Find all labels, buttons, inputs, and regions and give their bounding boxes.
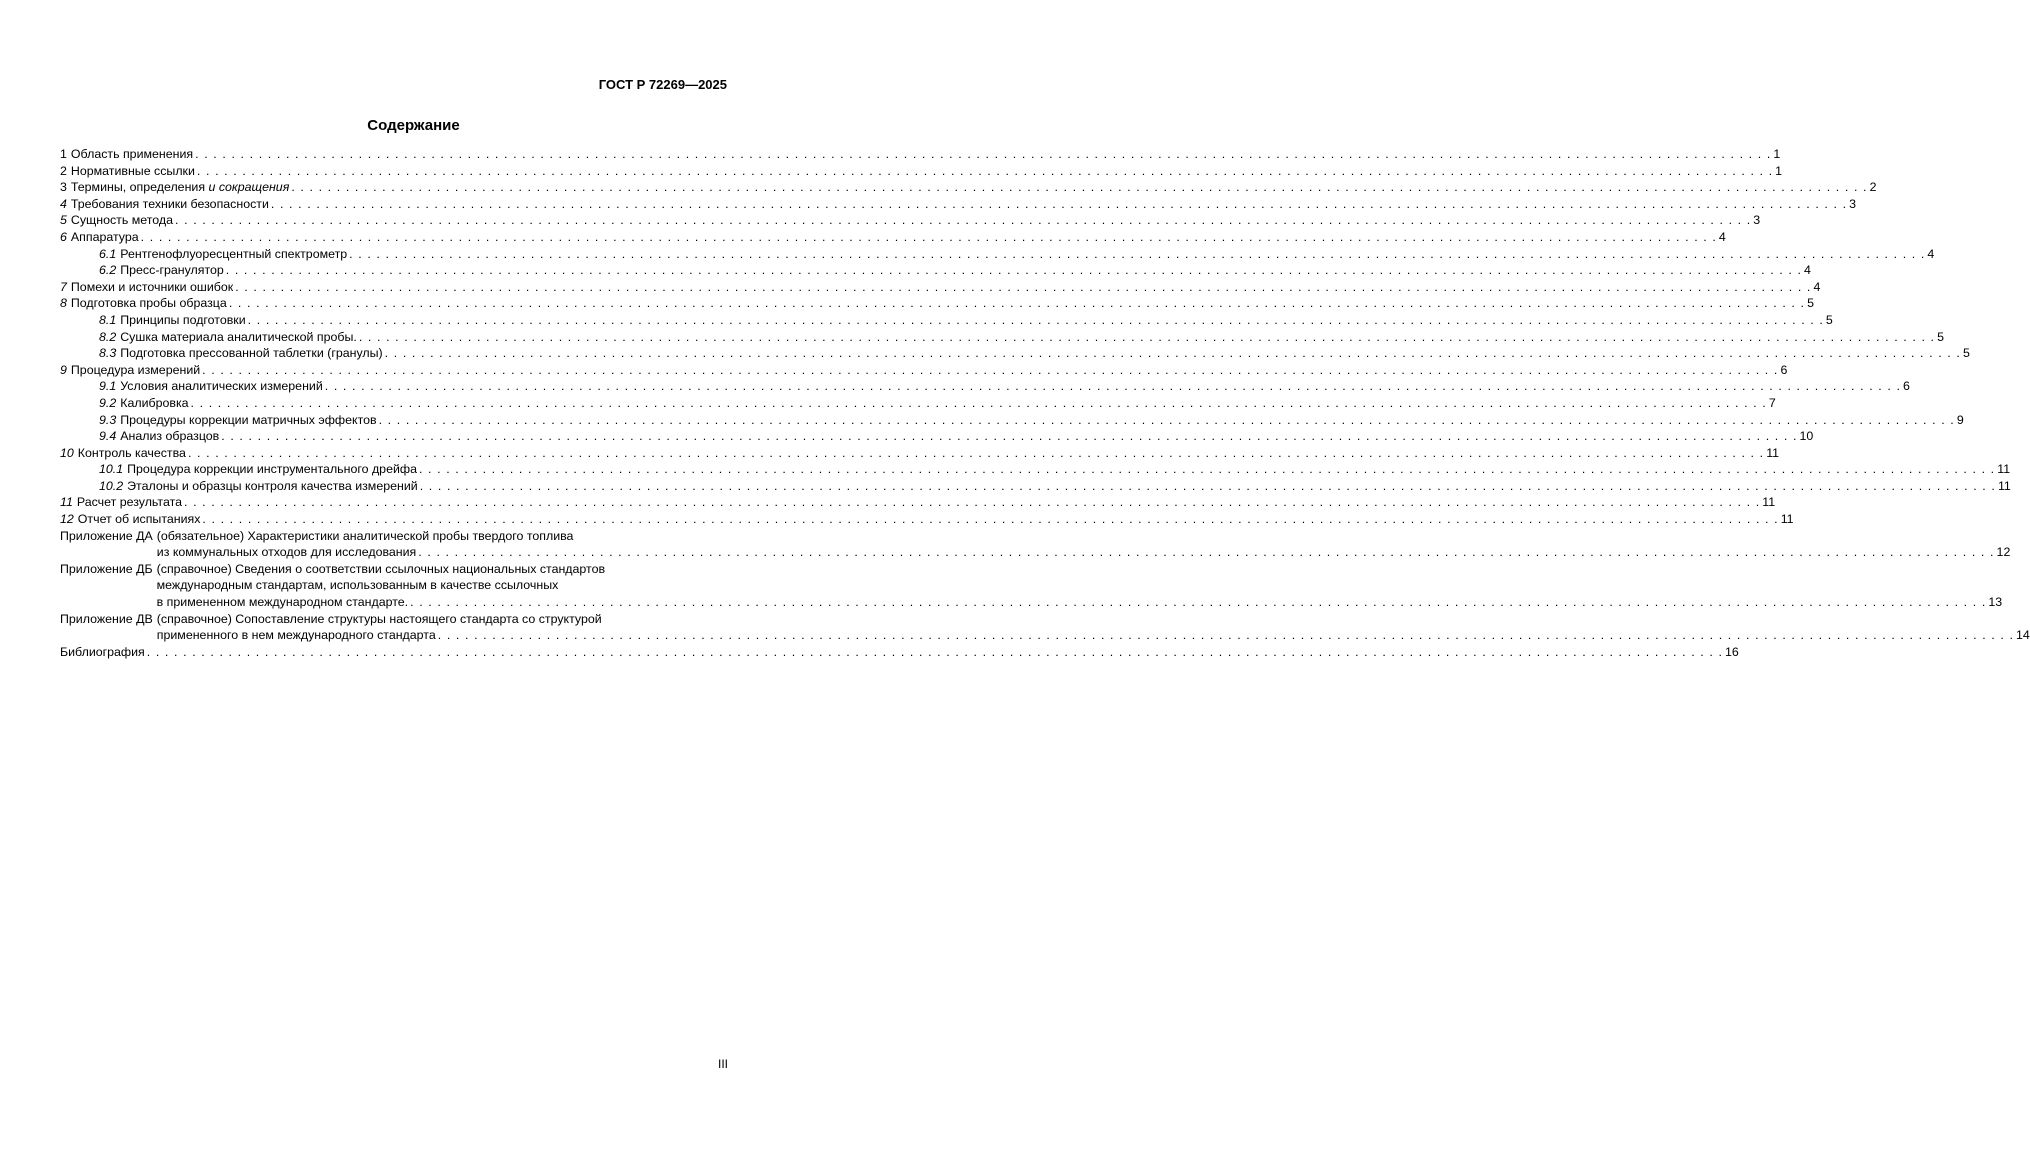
toc-entry[interactable]	[60, 279, 1821, 296]
toc-entry[interactable]	[60, 146, 1781, 163]
toc-entry-page: 1	[1775, 163, 1783, 178]
toc-leader-dots	[141, 229, 1717, 246]
toc-leader-dots	[229, 295, 1805, 312]
toc-entry-page: 5	[1937, 329, 1945, 344]
toc-entry[interactable]	[60, 229, 1726, 246]
toc-appendix-entry[interactable]	[60, 561, 2003, 611]
toc-entry-page: 6	[1903, 379, 1910, 394]
toc-subentry[interactable]	[60, 246, 1935, 263]
toc-bibliography-entry[interactable]	[60, 644, 1739, 661]
toc-entry-page: 13	[1988, 595, 2003, 610]
toc-entry-title: Принципы подготовки	[120, 312, 246, 327]
toc-entry-page: 10	[1799, 429, 1814, 444]
toc-entry-page: 2	[1869, 180, 1877, 195]
toc-entry-title: Условия аналитических измерений	[120, 379, 323, 394]
toc-entry[interactable]	[60, 212, 1761, 229]
toc-entry-number: 8	[60, 296, 67, 311]
toc-entry-title: Пресс-гранулятор	[120, 263, 224, 278]
toc-appendix-entry[interactable]	[60, 528, 2011, 561]
toc-entry-number: 1	[60, 147, 67, 161]
toc-leader-dots	[385, 345, 1961, 362]
toc-entry-page: 11	[1780, 512, 1794, 527]
appendix-label: Приложение ДВ	[60, 611, 153, 626]
toc-leader-dots	[420, 478, 1996, 495]
toc-entry-number: 10.1	[99, 462, 124, 477]
toc-entry-number: 5	[60, 213, 67, 228]
toc-entry[interactable]	[60, 179, 1877, 196]
toc-leader-dots	[226, 262, 1802, 279]
toc-leader-dots	[359, 329, 1935, 346]
appendix-title-line: (справочное) Сведения о соответствии ссылочных национальных стандартов	[156, 561, 606, 576]
toc-leader-dots	[248, 312, 1824, 329]
toc-entry-title: Библиография	[60, 644, 145, 659]
toc-subentry[interactable]	[60, 478, 2011, 495]
toc-entry-number: 11	[60, 495, 73, 510]
toc-leader-dots	[202, 362, 1778, 379]
toc-leader-dots	[202, 511, 1778, 528]
toc-subentry[interactable]	[60, 262, 1811, 279]
toc-entry-page: 11	[1997, 462, 2011, 477]
table-of-contents	[60, 146, 2030, 660]
toc-entry-title: Контроль качества	[77, 445, 186, 460]
toc-entry-page: 12	[1996, 545, 2011, 560]
toc-entry-title: Эталоны и образцы контроля качества измерений	[127, 478, 418, 493]
toc-entry-page: 11	[1997, 478, 2011, 493]
toc-entry-title-italic: и сокращения	[208, 180, 290, 195]
toc-entry-title: Аппаратура	[70, 229, 139, 244]
toc-entry-page: 3	[1849, 196, 1857, 211]
toc-entry[interactable]	[60, 163, 1783, 180]
toc-subentry[interactable]	[60, 395, 1776, 412]
toc-entry-page: 14	[2016, 628, 2030, 643]
toc-leader-dots	[184, 494, 1760, 511]
toc-entry-page: 5	[1962, 346, 1970, 361]
toc-leader-dots	[291, 179, 1867, 196]
toc-entry-page: 4	[1927, 246, 1935, 261]
toc-entry-page: 5	[1807, 296, 1814, 311]
toc-title: Содержание	[367, 117, 460, 134]
toc-entry-number: 8.3	[99, 346, 117, 361]
toc-leader-dots	[410, 594, 1986, 611]
toc-entry-number: 10.2	[99, 478, 124, 493]
appendix-title-line: в примененном международном стандарте.	[156, 595, 409, 610]
toc-leader-dots	[271, 196, 1847, 213]
toc-subentry[interactable]	[60, 412, 1964, 429]
toc-entry-page: 4	[1718, 229, 1726, 244]
toc-entry-number: 3	[60, 180, 67, 195]
appendix-label: Приложение ДБ	[60, 561, 153, 576]
toc-subentry[interactable]	[60, 329, 1945, 346]
toc-entry-title: Процедура коррекции инструментального дрейфа	[127, 462, 417, 477]
toc-subentry[interactable]	[60, 461, 2011, 478]
toc-entry-number: 9	[60, 362, 67, 377]
toc-entry-title: Помехи и источники ошибок	[70, 279, 234, 294]
toc-entry-page: 11	[1766, 445, 1780, 460]
toc-appendix-entry[interactable]	[60, 611, 2030, 644]
toc-entry-number: 2	[60, 163, 67, 178]
toc-entry-title: Рентгенофлуоресцентный спектрометр	[120, 246, 348, 261]
toc-leader-dots	[349, 246, 1925, 263]
toc-entry-number: 8.2	[99, 329, 117, 344]
toc-entry[interactable]	[60, 295, 1814, 312]
toc-entry-title: Нормативные ссылки	[70, 163, 195, 178]
toc-subentry[interactable]	[60, 428, 1814, 445]
toc-entry-number: 10	[60, 445, 74, 460]
toc-leader-dots	[147, 644, 1723, 661]
toc-entry-title: Подготовка пробы образца	[70, 296, 227, 311]
toc-entry-number: 6.1	[99, 246, 117, 261]
toc-entry[interactable]	[60, 362, 1788, 379]
toc-entry-number: 6	[60, 229, 67, 244]
toc-entry-page: 6	[1780, 362, 1788, 377]
appendix-title-line: примененного в нем международного стандарта	[156, 628, 436, 643]
toc-entry-title: Процедура измерений	[70, 362, 201, 377]
toc-entry-page: 4	[1813, 279, 1821, 294]
toc-entry-number: 4	[60, 196, 67, 211]
toc-leader-dots	[221, 428, 1797, 445]
toc-entry-title: Сушка материала аналитической пробы.	[120, 329, 357, 344]
toc-entry-title: Термины, определения	[70, 180, 209, 195]
toc-entry-title: Область применения	[70, 147, 194, 161]
toc-entry-title: Анализ образцов	[120, 429, 220, 444]
toc-entry-title: Сущность метода	[70, 213, 174, 228]
page-number: III	[717, 1057, 728, 1071]
toc-entry-title: Расчет результата	[76, 495, 182, 510]
toc-entry-page: 7	[1768, 395, 1776, 410]
toc-leader-dots	[188, 445, 1764, 462]
toc-leader-dots	[235, 279, 1811, 296]
appendix-label: Приложение ДА	[60, 528, 153, 543]
toc-leader-dots	[191, 395, 1767, 412]
toc-entry-number: 7	[60, 279, 67, 294]
toc-leader-dots	[325, 378, 1901, 395]
toc-leader-dots	[197, 163, 1773, 180]
toc-entry[interactable]	[60, 511, 1794, 528]
toc-subentry[interactable]	[60, 345, 1970, 362]
toc-entry-number: 9.3	[99, 412, 117, 427]
toc-entry-number: 12	[60, 512, 74, 527]
toc-entry-number: 8.1	[99, 312, 117, 327]
toc-entry-number: 9.1	[99, 379, 117, 394]
toc-subentry[interactable]	[60, 312, 1833, 329]
appendix-title-line: (справочное) Сопоставление структуры настоящего стандарта со структурой	[156, 611, 602, 626]
appendix-title-line: из коммунальных отходов для исследования	[156, 545, 417, 560]
toc-entry-title: Требования техники безопасности	[70, 196, 269, 211]
toc-entry-title: Процедуры коррекции матричных эффектов	[120, 412, 377, 427]
toc-entry-number: 9.4	[99, 429, 117, 444]
toc-entry-number: 9.2	[99, 395, 117, 410]
toc-leader-dots	[195, 146, 1771, 163]
toc-entry-page: 5	[1825, 312, 1833, 327]
appendix-title-line: международным стандартам, использованным в качестве ссылочных	[156, 578, 559, 593]
toc-entry-page: 3	[1753, 213, 1761, 228]
toc-leader-dots	[438, 627, 2014, 644]
toc-leader-dots	[418, 544, 1994, 561]
toc-entry-page: 4	[1804, 263, 1811, 278]
toc-entry-title: Отчет об испытаниях	[77, 512, 201, 527]
toc-entry-number: 6.2	[99, 263, 117, 278]
toc-entry[interactable]	[60, 494, 1776, 511]
toc-entry[interactable]	[60, 445, 1780, 462]
toc-leader-dots	[175, 212, 1751, 229]
toc-entry-page: 1	[1773, 147, 1781, 161]
toc-entry-page: 9	[1956, 412, 1964, 427]
appendix-title-line: (обязательное) Характеристики аналитической пробы твердого топлива	[156, 528, 574, 543]
toc-entry-title: Подготовка прессованной таблетки (гранулы)	[120, 346, 383, 361]
toc-entry-page: 16	[1725, 644, 1739, 659]
toc-entry-title: Калибровка	[120, 395, 189, 410]
toc-leader-dots	[379, 412, 1955, 429]
toc-subentry[interactable]	[60, 378, 1910, 395]
toc-entry[interactable]	[60, 196, 1857, 213]
standard-code: ГОСТ Р 72269—2025	[598, 77, 727, 92]
toc-entry-page: 11	[1762, 495, 1776, 510]
toc-leader-dots	[419, 461, 1995, 478]
